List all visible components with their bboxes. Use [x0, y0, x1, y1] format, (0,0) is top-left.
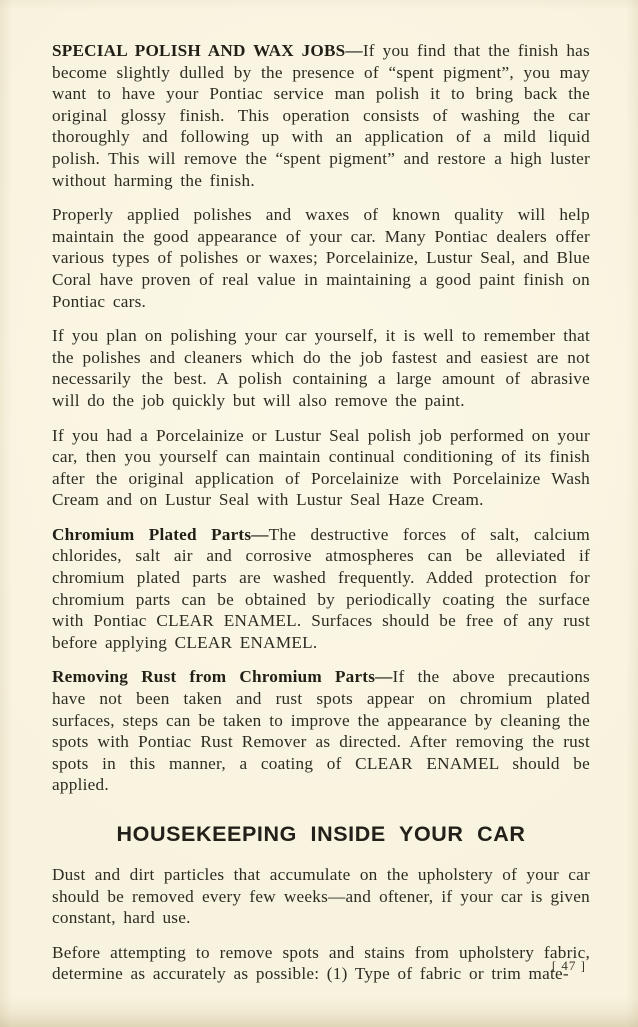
- paragraph-removing-rust: [52, 666, 590, 796]
- paragraph-dust-and-dirt: [52, 864, 590, 929]
- paragraph-porcelainize-lustur-seal: [52, 425, 590, 511]
- paragraph-polishing-yourself: [52, 325, 590, 411]
- paragraph-text: If you had a Porcelainize or Lustur Seal polish job performed on your car, then you yourself can maintain continual conditioning of its finish after the original application of Porcelainize with Porcelainize Wash Cream and on Lustur Seal with Lustur Seal Haze Cream.: [52, 425, 590, 510]
- run-in-heading: SPECIAL POLISH AND WAX JOBS—: [52, 41, 363, 60]
- paragraph-text: Dust and dirt particles that accumulate on the upholstery of your car should be removed every few weeks—and oftener, if your car is given constant, hard use.: [52, 865, 590, 928]
- section-heading-housekeeping: HOUSEKEEPING INSIDE YOUR CAR: [116, 822, 526, 846]
- run-in-heading: Chromium Plated Parts—: [52, 524, 269, 544]
- page-number: [ 47 ]: [551, 958, 586, 973]
- paragraph-before-attempting: [52, 942, 590, 985]
- paragraph-text: If you find that the finish has become slightly dulled by the presence of “spent pigment”, you may want to have your Pontiac service man polish it to bring back the original glossy finish. This operation consists of washing the car thoroughly and following up with an application of a mild liquid polish. This will remove the “spent pigment” and restore a high luster without harming the finish.: [52, 41, 590, 190]
- text-block: [52, 40, 590, 998]
- paragraph-chromium-plated-parts: [52, 524, 590, 654]
- paragraph-properly-applied-polishes: [52, 204, 590, 312]
- paragraph-special-polish-and-wax-jobs: [52, 40, 590, 191]
- run-in-heading: Removing Rust from Chromium Parts—: [52, 667, 393, 687]
- paragraph-text: Before attempting to remove spots and stains from upholstery fabric, determine as accurately as possible: (1) Type of fabric or trim mate-: [52, 942, 590, 984]
- paragraph-text: If the above precautions have not been taken and rust spots appear on chromium plated surfaces, steps can be taken to improve the appearance by cleaning the spots with Pontiac Rust Remover as directed. After removing the rust spots in this manner, a coating of CLEAR ENAMEL should be applied.: [52, 667, 590, 795]
- paragraph-text: If you plan on polishing your car yourself, it is well to remember that the polishes and cleaners which do the job fastest and easiest are not necessarily the best. A polish containing a large amount of abrasive will do the job quickly but will also remove the paint.: [52, 326, 590, 410]
- paragraph-text: Properly applied polishes and waxes of known quality will help maintain the good appearance of your car. Many Pontiac dealers offer various types of polishes or waxes; Porcelainize, Lustur Seal, and Blue Coral have proven of real value in maintaining a good paint finish on Pontiac cars.: [52, 205, 590, 311]
- paragraph-text: The destructive forces of salt, calcium chlorides, salt air and corrosive atmospheres can be alleviated if chromium plated parts are washed frequently. Added protection for chromium parts can be obtained by periodically coating the surface with Pontiac CLEAR ENAMEL. Surfaces should be free of any rust before applying CLEAR ENAMEL.: [52, 524, 590, 652]
